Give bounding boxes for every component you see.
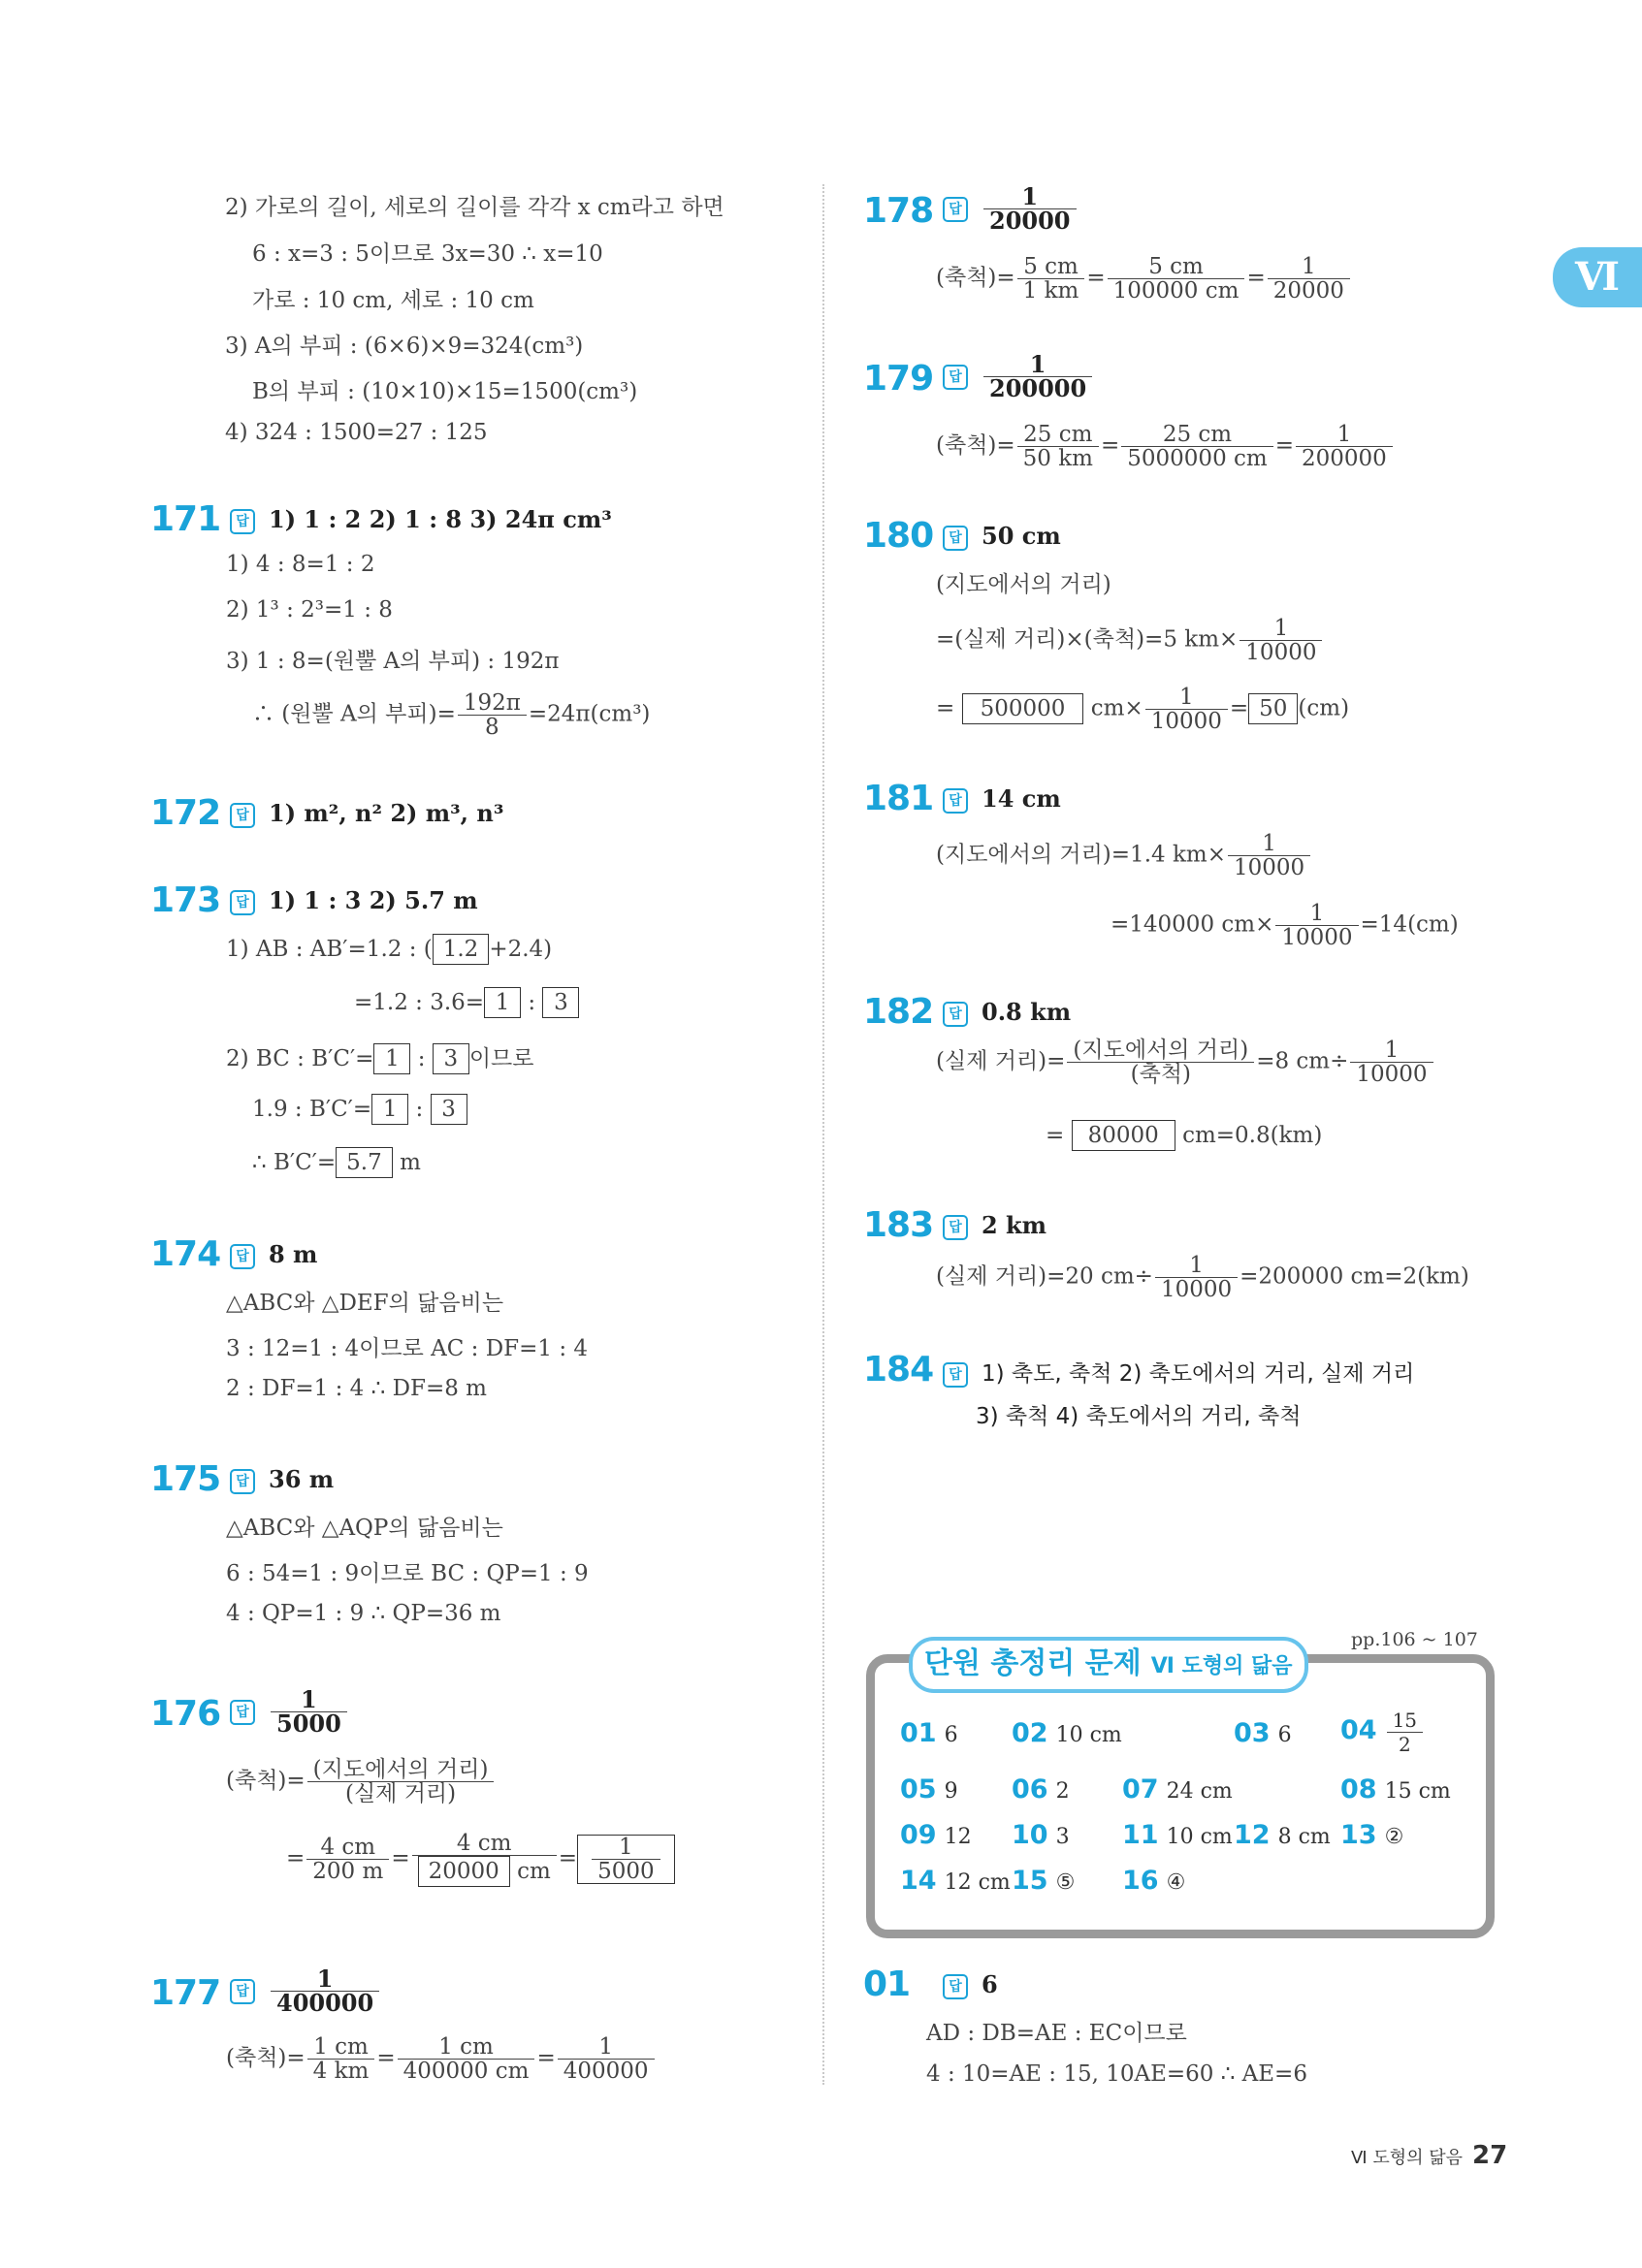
solution-line-2: 6 : 54=1 : 9이므로 BC : QP=1 : 9: [226, 1561, 589, 1586]
answer-icon: 답: [230, 1244, 255, 1269]
problem-number: 176: [150, 1694, 221, 1734]
cont-line-4: 3) A의 부피 : (6×6)×9=324(cm³): [225, 334, 584, 359]
answer-text: 1) m², n² 2) m³, n³: [269, 799, 504, 827]
column-divider: [822, 184, 824, 2085]
problem-number: 182: [863, 992, 934, 1032]
solution-line-1: (축척)= $\frac{25 cm}{50 km}$ = $\frac{25 cm}{5000000 cm}$ = $\frac{1}{200000}$: [936, 423, 1395, 470]
solution-line-3: 2 : DF=1 : 4 ∴ DF=8 m: [226, 1376, 487, 1401]
solution-line-2: =140000 cm× $\frac{1}{10000}$ =14(cm): [1111, 901, 1459, 950]
problem-number: 179: [863, 359, 934, 399]
answer: 답 $\frac{1}{200000}$: [943, 353, 1094, 400]
answer-text: 0.8 km: [982, 998, 1072, 1026]
solution-line-1: (축척)= $\frac{5 cm}{1 km}$ = $\frac{5 cm}{100000 cm}$ = $\frac{1}{20000}$: [936, 255, 1352, 303]
solution-line-4: ∴ (원뿔 A의 부피)= $\frac{192\pi}{8}$ =24π(cm³): [252, 690, 651, 740]
solution-line-5: ∴ B′C′= 5.7 m: [252, 1147, 421, 1178]
solution-line-3: 2) BC : B′C′= 1 : 3 이므로: [226, 1040, 533, 1074]
answer-icon: 답: [230, 1979, 255, 2004]
chapter-tab: Ⅵ: [1553, 247, 1642, 307]
answer: [230, 1240, 317, 1269]
summary-item: 16 ④: [1122, 1866, 1186, 1896]
solution-line-1: 1) 4 : 8=1 : 2: [226, 552, 375, 577]
solution-line-1: 1) AB : AB′=1.2 : ( 1.2 +2.4): [226, 934, 552, 965]
answer: 답 $\frac{1}{20000}$: [943, 185, 1079, 233]
answer-line-2: 3) 축척 4) 축도에서의 거리, 축척: [976, 1404, 1302, 1429]
answer: [230, 886, 478, 915]
answer-text: 14 cm: [982, 784, 1061, 813]
answer-text: 1) 1 : 3 2) 5.7 m: [269, 886, 478, 914]
summary-item: 06 2: [1012, 1774, 1070, 1805]
solution-line-2: = 80000 cm=0.8(km): [1046, 1120, 1322, 1151]
summary-item: 09 12: [900, 1820, 972, 1850]
problem-number: 178: [863, 191, 934, 231]
solution-line-1: (축척)= $\frac{\text{(지도에서의 거리)}}{\text{(실제 거리)}}$: [226, 1758, 496, 1805]
cont-line-3: 가로 : 10 cm, 세로 : 10 cm: [252, 288, 534, 313]
answer: [943, 784, 1061, 814]
solution-line-2: =1.2 : 3.6= 1 : 3: [354, 987, 579, 1018]
summary-item: 14 12 cm: [900, 1866, 1011, 1896]
solution-line-2: 2) 1³ : 2³=1 : 8: [226, 597, 393, 623]
answer-icon: 답: [230, 890, 255, 915]
answer-text: 6: [982, 1970, 998, 1998]
answer-text: 36 m: [269, 1465, 335, 1493]
solution-line-2: 4 : 10=AE : 15, 10AE=60 ∴ AE=6: [926, 2061, 1307, 2087]
problem-number: 177: [150, 1973, 221, 2013]
summary-item: 03 6: [1234, 1718, 1292, 1748]
summary-item: 05 9: [900, 1774, 958, 1805]
answer-icon: 답: [943, 1002, 968, 1027]
answer: [943, 1356, 1414, 1388]
problem-number: 181: [863, 779, 934, 818]
answer: 답 $\frac{1}{5000}$: [230, 1688, 349, 1736]
solution-line-1: (실제 거리)=20 cm÷ $\frac{1}{10000}$ =200000 cm=2(km): [936, 1253, 1469, 1302]
solution-line-1: (지도에서의 거리): [936, 572, 1111, 597]
summary-item: 01 6: [900, 1718, 958, 1748]
answer: [943, 1970, 998, 1999]
answer: [230, 505, 612, 534]
solution-line-1: (실제 거리)= $\frac{\text{(지도에서의 거리)}}{\text{(축척)}}$ =8 cm÷ $\frac{1}{10000}$: [936, 1038, 1435, 1086]
summary-item: 12 8 cm: [1234, 1820, 1331, 1850]
answer-icon: 답: [943, 1974, 968, 1999]
answer: 답 $\frac{1}{400000}$: [230, 1967, 381, 2015]
answer-icon: 답: [230, 1700, 255, 1725]
problem-number: 01: [863, 1965, 911, 2004]
answer: [230, 799, 503, 828]
solution-line-2: =(실제 거리)×(축척)=5 km× $\frac{1}{10000}$: [936, 617, 1324, 664]
problem-number: 174: [150, 1234, 221, 1274]
answer-text: 50 cm: [982, 522, 1061, 550]
answer-icon: 답: [230, 1469, 255, 1494]
answer-icon: 답: [230, 803, 255, 828]
answer-icon: 답: [943, 1215, 968, 1240]
page-footer: [1351, 2141, 1507, 2170]
answer: [943, 522, 1061, 551]
answer-icon: 답: [943, 1362, 968, 1388]
solution-line-1: AD : DB=AE : EC이므로: [926, 2021, 1187, 2046]
answer-text: 1) 1 : 2 2) 1 : 8 3) 24π cm³: [269, 505, 612, 533]
answer-text: 2 km: [982, 1211, 1047, 1239]
cont-line-1: 2) 가로의 길이, 세로의 길이를 각각 x cm라고 하면: [225, 195, 724, 220]
problem-number: 175: [150, 1459, 221, 1499]
answer: [943, 1211, 1046, 1240]
cont-line-5: B의 부피 : (10×10)×15=1500(cm³): [252, 379, 638, 404]
answer-text: 8 m: [269, 1240, 318, 1268]
solution-line-3: 3) 1 : 8=(원뿔 A의 부피) : 192π: [226, 649, 560, 674]
cont-line-2: 6 : x=3 : 5이므로 3x=30 ∴ x=10: [252, 241, 603, 267]
footer-unit: Ⅵ 도형의 닮음: [1351, 2148, 1463, 2168]
solution-line-1: △ABC와 △DEF의 닮음비는: [226, 1291, 504, 1316]
summary-item: 08 15 cm: [1340, 1774, 1451, 1805]
problem-number: 172: [150, 793, 221, 833]
solution-line-3: 4 : QP=1 : 9 ∴ QP=36 m: [226, 1601, 501, 1626]
problem-number: 184: [863, 1350, 934, 1390]
page-range: pp.106 ~ 107: [1351, 1629, 1478, 1650]
answer-icon: 답: [943, 526, 968, 551]
problem-number: 171: [150, 499, 221, 539]
summary-item: 07 24 cm: [1122, 1774, 1233, 1805]
solution-line-4: 1.9 : B′C′= 1 : 3: [252, 1094, 467, 1125]
answer-icon: 답: [943, 788, 968, 814]
problem-number: 173: [150, 880, 221, 920]
unit-summary-title: 단원 총정리 문제 Ⅵ 도형의 닮음: [909, 1637, 1308, 1693]
solution-line-1: (지도에서의 거리)=1.4 km× $\frac{1}{10000}$: [936, 832, 1312, 879]
problem-number: 180: [863, 516, 934, 556]
page-number: 27: [1472, 2141, 1508, 2170]
summary-item: 11 10 cm: [1122, 1820, 1233, 1850]
solution-line-1: △ABC와 △AQP의 닮음비는: [226, 1516, 503, 1541]
solution-line-2: = $\frac{4 cm}{200 m}$ = $\frac{4 cm}{20000 cm}$ = $\frac{1}{5000}$: [286, 1832, 675, 1887]
solution-line-2: 3 : 12=1 : 4이므로 AC : DF=1 : 4: [226, 1336, 589, 1361]
answer: [230, 1465, 334, 1494]
solution-line-1: (축척)= $\frac{1 cm}{4 km}$ = $\frac{1 cm}{400000 cm}$ = $\frac{1}{400000}$: [226, 2035, 657, 2083]
solution-line-3: = 500000 cm× $\frac{1}{10000}$ = 50 (cm): [936, 685, 1350, 734]
summary-item: 02 10 cm: [1012, 1718, 1122, 1748]
answer-icon: 답: [943, 365, 968, 390]
problem-number: 183: [863, 1205, 934, 1245]
summary-item: 10 3: [1012, 1820, 1070, 1850]
cont-line-6: 4) 324 : 1500=27 : 125: [225, 420, 488, 445]
answer: [943, 998, 1071, 1027]
answer-text: 1) 축도, 축척 2) 축도에서의 거리, 실제 거리: [982, 1361, 1415, 1387]
summary-item: 13 ②: [1340, 1820, 1404, 1850]
summary-item: 04 $\frac{15}{2}$: [1340, 1709, 1425, 1756]
answer-icon: 답: [943, 197, 968, 222]
summary-item: 15 ⑤: [1012, 1866, 1076, 1896]
answer-icon: 답: [230, 509, 255, 534]
